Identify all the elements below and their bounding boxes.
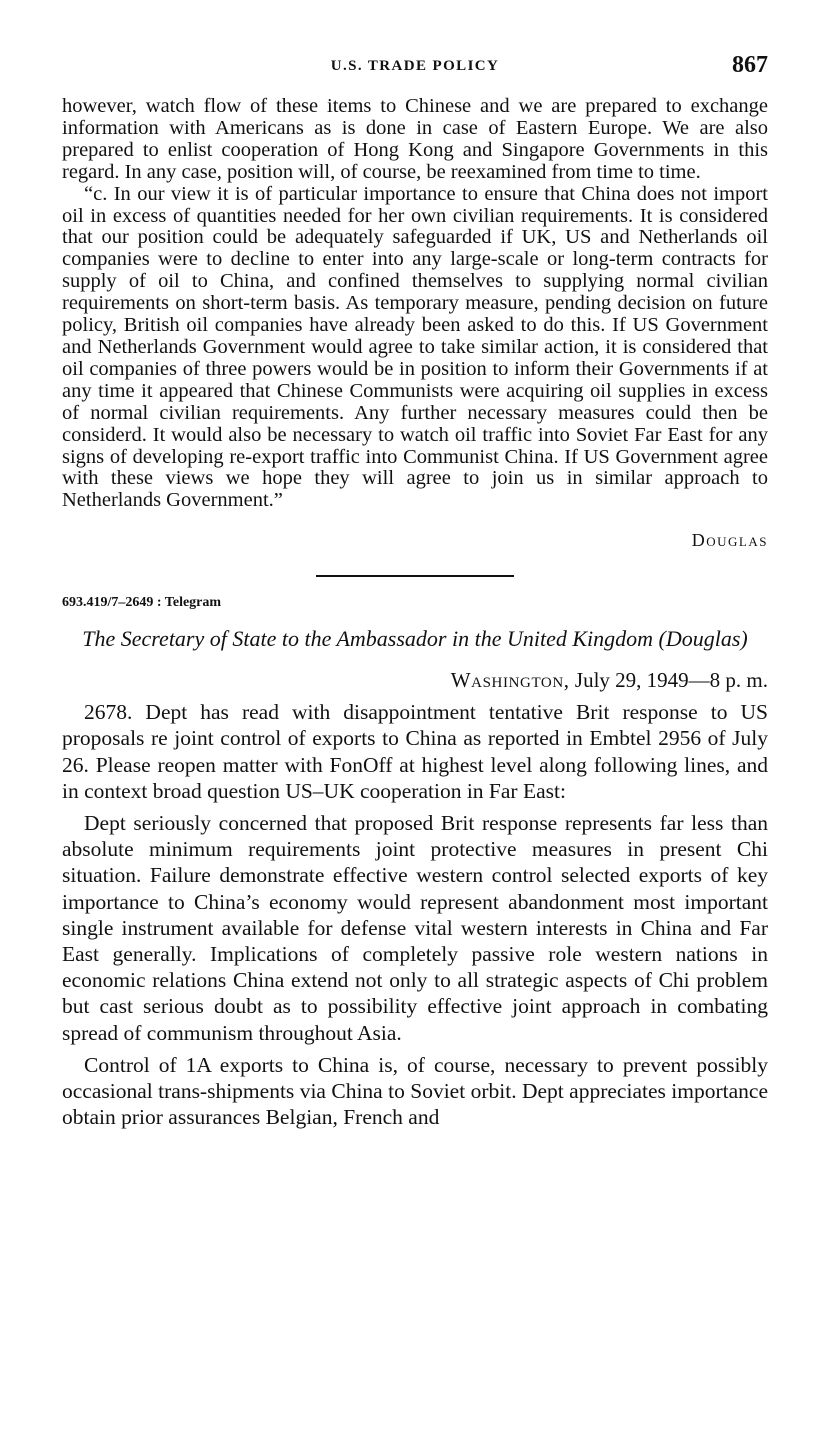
- running-title: U.S. TRADE POLICY: [330, 58, 500, 74]
- document-page: [0, 52, 838, 1432]
- section-divider: [316, 575, 514, 577]
- signature: Douglas: [691, 530, 768, 551]
- telegram-2-paragraph: 2678. Dept has read with disappointment tentative Brit response to US proposals re joint control of exports to China as reported in Embtel 2956 of July 26. Please reopen matter with FonOff at highest level along following lines, and in context broad question US–UK cooperation in Far East:: [62, 700, 768, 803]
- telegram-2-body: [62, 699, 768, 1130]
- file-reference: 693.419/7–2649 : Telegram: [62, 595, 222, 611]
- dateline-place: Washington,: [450, 668, 570, 693]
- telegram-2-paragraph: Dept seriously concerned that proposed Brit response represents far less than absolute minimum requirements joint protective measures in present Chi situation. Failure demonstrate effective western control selected exports of key importance to China’s economy would represent abandonment most important single instrument available for defense vital western interests in China and Far East generally. Implications of completely passive role western nations in economic relations China extend not only to all strategic aspects of Chi problem but cast serious doubt as to possibility effective joint approach in combating spread of communism throughout Asia.: [62, 811, 768, 1045]
- dateline-date: July 29, 1949—8 p. m.: [569, 668, 768, 693]
- document-title: The Secretary of State to the Ambassador in the United Kingdom (Douglas): [82, 626, 748, 652]
- dateline: [62, 668, 768, 693]
- running-head: [62, 52, 768, 86]
- telegram-1-paragraph: however, watch flow of these items to Chinese and we are prepared to exchange information with Americans as is done in case of Eastern Europe. We are also prepared to enlist cooperation of Hong Kong and Singapore Governments in this regard. In any case, position will, of course, be reexamined from time to time.: [62, 95, 768, 183]
- telegram-1-body: [62, 96, 768, 512]
- telegram-1-paragraph: “c. In our view it is of particular importance to ensure that China does not import oil in excess of quantities needed for her own civilian requirements. It is considered that our position could be adequately safeguarded if UK, US and Netherlands oil companies were to decline to enter into any large-scale or long-term contracts for supply of oil to China, and confined themselves to supplying normal civilian requirements on short-term basis. As temporary measure, pending decision on future policy, British oil companies have already been asked to do this. If US Government and Netherlands Government would agree to take similar action, it is considered that oil companies of three powers would be in position to inform their Governments if at any time it appeared that Chinese Communists were acquiring oil supplies in excess of normal civilian requirements. Any further necessary measures could then be considerd. It would also be necessary to watch oil traffic into Soviet Far East for any signs of developing re-export traffic into Communist China. If US Government agree with these views we hope they will agree to join us in similar approach to Netherlands Government.”: [62, 182, 768, 512]
- page-number: 867: [732, 52, 768, 78]
- telegram-2-paragraph: Control of 1A exports to China is, of course, necessary to prevent possibly occasional trans-shipments via China to Soviet orbit. Dept appreciates importance obtain prior assurances Belgian, French and: [62, 1052, 768, 1130]
